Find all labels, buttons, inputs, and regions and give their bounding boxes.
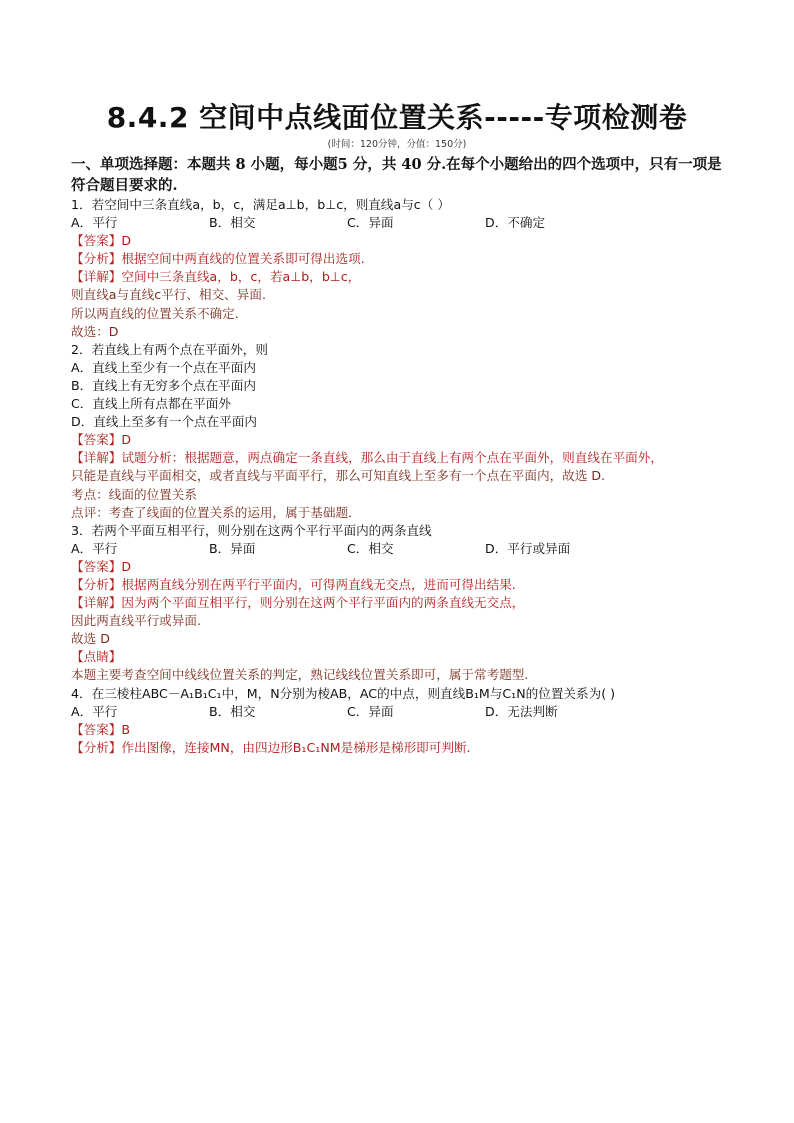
question-2-answer: 【答案】D [71, 432, 132, 448]
question-4-stem: 4．在三棱柱ABC－A₁B₁C₁中，M，N分别为棱AB，AC的中点，则直线B₁M与C₁N的位置关系为( ) [71, 685, 616, 701]
option-c: C．相交 [347, 540, 394, 556]
question-3-remark: 本题主要考查空间中线线位置关系的判定，熟记线线位置关系即可，属于常考题型. [71, 667, 529, 683]
option-d: D．无法判断 [485, 703, 558, 719]
question-3-answer: 【答案】D [71, 558, 132, 574]
option-c: C．异面 [347, 703, 394, 719]
question-3-remark-heading: 【点睛】 [71, 649, 122, 665]
question-3-choice: 故选 D [71, 631, 110, 647]
option-b: B．相交 [209, 703, 256, 719]
question-3-detail-line: 因此两直线平行或异面. [71, 613, 201, 629]
question-2-option-c: C．直线上所有点都在平面外 [71, 396, 231, 412]
option-b: B．相交 [209, 215, 256, 231]
question-2-comment: 点评：考查了线面的位置关系的运用，属于基础题． [71, 504, 361, 520]
question-1-analysis: 【分析】根据空间中两直线的位置关系即可得出选项. [71, 251, 365, 267]
option-d: D．平行或异面 [485, 540, 571, 556]
question-1-choice: 故选：D [71, 323, 119, 339]
option-a: A．平行 [71, 703, 118, 719]
question-4-options [71, 703, 736, 721]
option-a: A．平行 [71, 540, 118, 556]
question-1-stem: 1．若空间中三条直线a，b，c，满足a⊥b，b⊥c，则直线a与c（ ） [71, 197, 450, 212]
section-heading: 一、单项选择题：本题共 8 小题，每小题5 分，共 40 分.在每个小题给出的四个选项中，只有一项是符合题目要求的. [71, 156, 722, 194]
question-2-stem: 2．若直线上有两个点在平面外，则 [71, 341, 268, 357]
option-c: C．异面 [347, 215, 394, 231]
question-2-option-a: A．直线上至少有一个点在平面内 [71, 359, 256, 375]
question-2-option-d: D．直线上至多有一个点在平面内 [71, 414, 258, 430]
page-title: 8.4.2 空间中点线面位置关系-----专项检测卷 [106, 101, 688, 134]
question-2-detail: 【详解】试题分析：根据题意，两点确定一条直线，那么由于直线上有两个点在平面外，则直线在平面外， [71, 450, 663, 466]
question-1-detail-line: 所以两直线的位置关系不确定. [71, 305, 239, 321]
question-2-point: 考点：线面的位置关系 [71, 486, 197, 502]
question-2-option-b: B．直线上有无穷多个点在平面内 [71, 377, 256, 393]
option-b: B．异面 [209, 540, 256, 556]
question-1-detail: 【详解】空间中三条直线a，b，c，若a⊥b，b⊥c， [71, 269, 361, 285]
question-4-answer: 【答案】B [71, 721, 131, 737]
question-2-detail-line: 只能是直线与平面相交，或者直线与平面平行，那么可知直线上至多有一个点在平面内，故选 D. [71, 468, 606, 484]
question-4-analysis: 【分析】作出图像，连接MN，由四边形B₁C₁NM是梯形是梯形即可判断. [71, 739, 471, 755]
question-1-answer: 【答案】D [71, 233, 132, 249]
question-1-detail-line: 则直线a与直线c平行、相交、异面. [71, 287, 266, 303]
option-a: A．平行 [71, 215, 118, 231]
question-1-options [71, 214, 736, 232]
question-3-analysis: 【分析】根据两直线分别在两平行平面内，可得两直线无交点，进而可得出结果. [71, 576, 516, 592]
question-3-options [71, 540, 736, 558]
time-score-note: (时间：120分钟，分值：150分) [327, 139, 467, 150]
questions-content [71, 196, 736, 757]
question-3-detail: 【详解】因为两个平面互相平行，则分别在这两个平行平面内的两条直线无交点， [71, 595, 525, 611]
option-d: D．不确定 [485, 215, 546, 231]
question-3-stem: 3．若两个平面互相平行，则分别在这两个平行平面内的两条直线 [71, 522, 432, 538]
